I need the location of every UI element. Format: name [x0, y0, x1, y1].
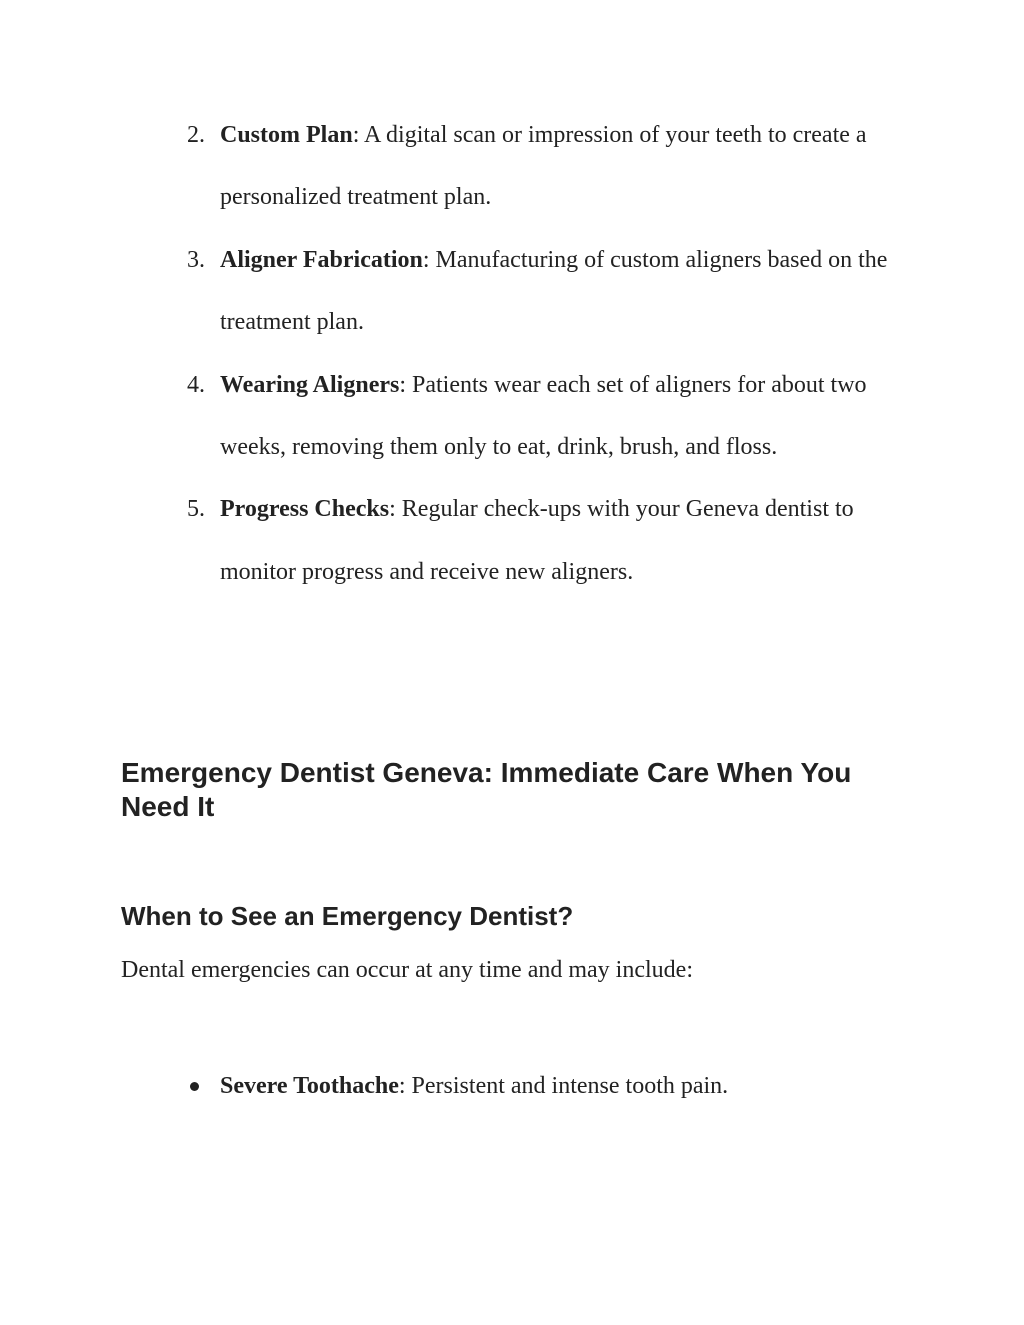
list-item-number: 5.: [187, 496, 205, 523]
list-item-term: Severe Toothache: [220, 1073, 399, 1099]
treatment-steps-list: [0, 104, 1024, 603]
list-item-text: : Manufacturing of custom aligners based on the treatment plan.: [220, 246, 888, 336]
list-item: [0, 478, 890, 603]
list-item: [0, 104, 890, 229]
list-item-term: Progress Checks: [220, 496, 390, 523]
list-item-number: 4.: [187, 371, 205, 398]
list-item-text: : Persistent and intense tooth pain.: [398, 1073, 729, 1099]
list-item: [0, 354, 890, 479]
list-item: [0, 1068, 890, 1104]
section-heading: Emergency Dentist Geneva: Immediate Care When You Need It: [121, 757, 852, 822]
list-item-text: : Regular check-ups with your Geneva dentist to monitor progress and receive new aligners.: [220, 496, 854, 585]
list-item-term: Aligner Fabrication: [220, 246, 423, 273]
list-item: [0, 229, 890, 354]
list-item-number: 3.: [187, 246, 205, 273]
subsection-heading: When to See an Emergency Dentist?: [121, 901, 574, 931]
list-item-term: Custom Plan: [220, 122, 353, 148]
bullet-icon: [190, 1082, 199, 1091]
list-item-text: : Patients wear each set of aligners for about two weeks, removing them only to eat, drink, brush, and floss.: [220, 371, 867, 461]
emergency-list: [0, 1068, 1024, 1104]
list-item-number: 2.: [187, 122, 205, 148]
intro-paragraph: Dental emergencies can occur at any time and may include:: [121, 957, 693, 983]
list-item-term: Wearing Aligners: [220, 371, 400, 398]
list-item-text: : A digital scan or impression of your teeth to create a personalized treatment plan.: [220, 122, 867, 211]
